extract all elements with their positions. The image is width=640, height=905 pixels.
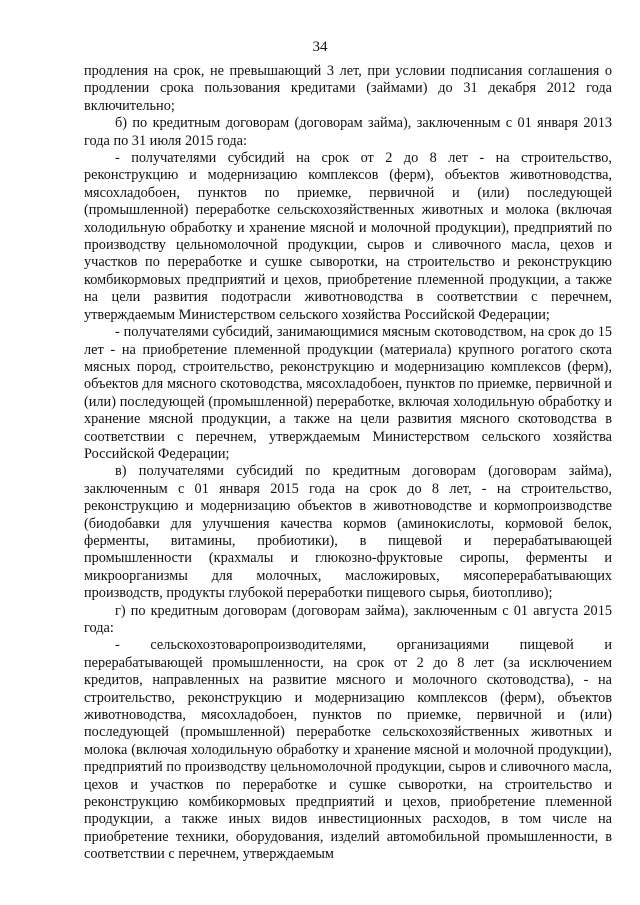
paragraph: б) по кредитным договорам (договорам займа), заключенным с 01 января 2013 года по 31 июля 2015 года: — [84, 115, 612, 149]
paragraph: продления на срок, не превышающий 3 лет, при условии подписания соглашения о продлении срока пользования кредитами (займами) до 31 декабря 2012 года включительно; — [84, 63, 612, 114]
paragraph: - получателями субсидий, занимающимися мясным скотоводством, на срок до 15 лет - на приобретение племенной продукции (материала) крупного рогатого скота мясных пород, строительство, реконструкцию и модернизацию комплексов (ферм), объектов для мясного скотоводства, мясохладобоен, пунктов по приемке, первичной и (или) последующей (промышленной) переработке, включая холодильную обработку и хранение мясной продукции, а также на цели развития мясного скотоводства в соответствии с перечнем, утверждаемым Министерством сельского хозяйства Российской Федерации; — [84, 324, 612, 462]
paragraph: - получателями субсидий на срок от 2 до 8 лет - на строительство, реконструкцию и модернизацию комплексов (ферм), объектов животноводства, мясохладобоен, пунктов по приемке, первичной и (или) последующей (промышленной) переработке сельскохозяйственных животных и молока (включая холодильную обработку и хранение мясной и молочной продукции), предприятий по производству цельномолочной продукции, сыров и сливочного масла, цехов и участков по переработке и сушке сыворотки, на строительство и реконструкцию комбикормовых предприятий и цехов, приобретение племенной продукции, а также на цели развития подотрасли животноводства в соответствии с перечнем, утверждаемым Министерством сельского хозяйства Российской Федерации; — [84, 150, 612, 323]
paragraph: г) по кредитным договорам (договорам займа), заключенным с 01 августа 2015 года: — [84, 602, 612, 636]
page-number: 34 — [312, 39, 328, 55]
paragraph: - сельскохозтоваропроизводителями, организациями пищевой и перерабатывающей промышленности, на срок от 2 до 8 лет (за исключением кредитов, направленных на развитие мясного и молочного скотоводства), - на строительство, реконструкцию и модернизацию комплексов (ферм), объектов животноводства, мясохладобоен, пунктов по приемке, первичной и (или) последующей (промышленной) переработке сельскохозяйственных животных и молока (включая холодильную обработку и хранение мясной и молочной продукции), предприятий по производству цельномолочной продукции, сыров и сливочного масла, цехов и участков по переработке и сушке сыворотки, на строительство и реконструкцию комбикормовых предприятий и цехов, приобретение племенной продукции, а также иных видов инвестиционных расходов, в том числе на приобретение техники, оборудования, изделий автомобильной промышленности, в соответствии с перечнем, утверждаемым — [84, 637, 612, 863]
paragraph: в) получателями субсидий по кредитным договорам (договорам займа), заключенным с 01 января 2015 года на срок до 8 лет, - на строительство, реконструкцию и модернизацию объектов в животноводстве и кормопроизводстве (биодобавки для улучшения качества кормов (аминокислоты, кормовой белок, ферменты, витамины, пробиотики), в пищевой и перерабатывающей промышленности (крахмалы и глюкозно-фруктовые сиропы, ферменты и микроорганизмы для молочных, масложировых, мясоперерабатывающих производств, продукты глубокой переработки пищевого сырья, биотопливо); — [84, 463, 612, 602]
document-body — [84, 63, 612, 864]
